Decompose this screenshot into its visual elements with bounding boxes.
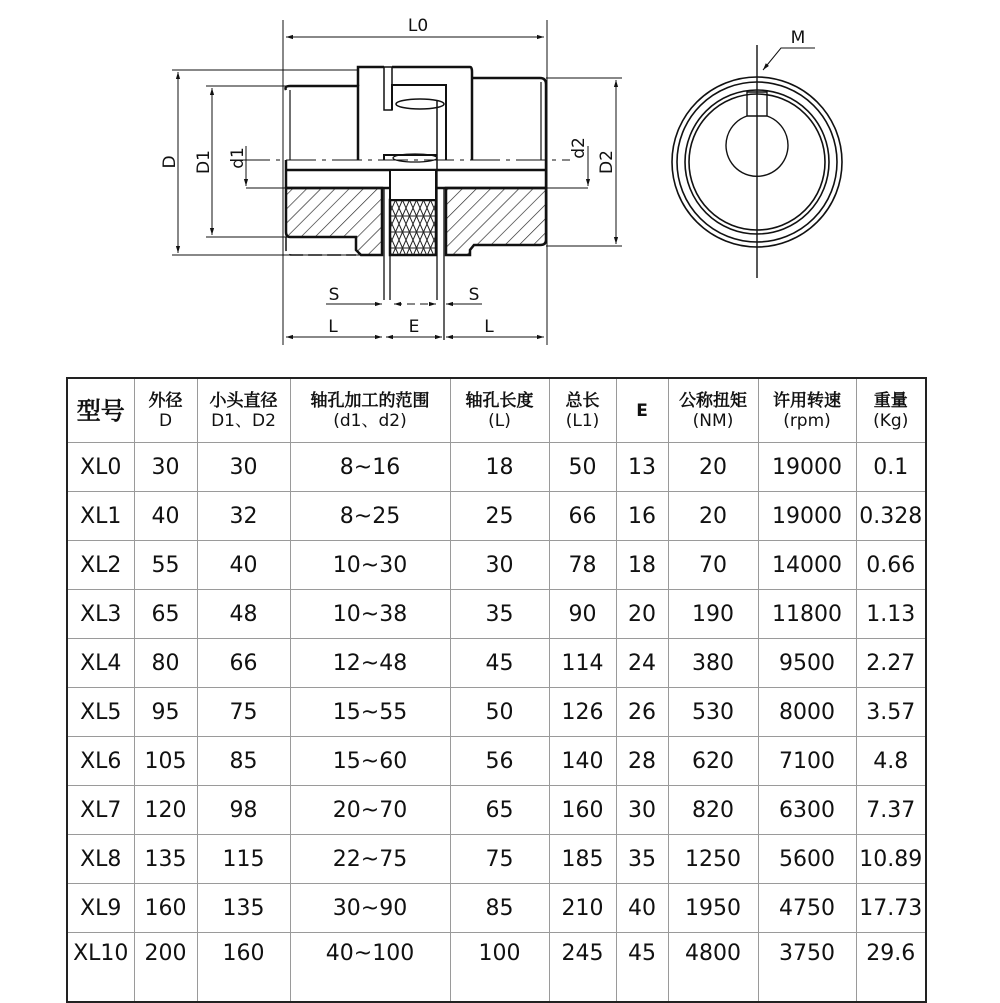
- header-bore-length: 轴孔长度 (L): [450, 378, 549, 443]
- cell-bore-length: 85: [450, 884, 549, 933]
- cell-hub-diameter: 85: [197, 737, 290, 786]
- header-E: E: [616, 378, 668, 443]
- cell-total-length: 210: [549, 884, 616, 933]
- cell-E: 20: [616, 590, 668, 639]
- cell-bore-length: 35: [450, 590, 549, 639]
- cell-nominal-torque: 380: [668, 639, 758, 688]
- header-total-length: 总长 (L1): [549, 378, 616, 443]
- cell-max-speed: 11800: [758, 590, 856, 639]
- cell-bore-range: 15~55: [290, 688, 450, 737]
- table-header-row: [67, 378, 926, 443]
- cell-model: XL2: [67, 541, 134, 590]
- cell-max-speed: 14000: [758, 541, 856, 590]
- cell-outer-diameter: 200: [134, 933, 197, 1003]
- table-row: [67, 933, 926, 1003]
- cell-max-speed: 3750: [758, 933, 856, 1003]
- cell-max-speed: 7100: [758, 737, 856, 786]
- table-row: [67, 639, 926, 688]
- cell-E: 30: [616, 786, 668, 835]
- cell-E: 26: [616, 688, 668, 737]
- cell-outer-diameter: 80: [134, 639, 197, 688]
- cell-outer-diameter: 105: [134, 737, 197, 786]
- header-bore-range: 轴孔加工的范围 (d1、d2): [290, 378, 450, 443]
- cell-nominal-torque: 190: [668, 590, 758, 639]
- dimension-labels: [160, 16, 617, 337]
- cell-bore-length: 45: [450, 639, 549, 688]
- cell-bore-range: 40~100: [290, 933, 450, 1003]
- cell-total-length: 245: [549, 933, 616, 1003]
- header-outer-diameter: 外径 D: [134, 378, 197, 443]
- cell-nominal-torque: 1950: [668, 884, 758, 933]
- cell-total-length: 140: [549, 737, 616, 786]
- cell-max-speed: 8000: [758, 688, 856, 737]
- cell-bore-length: 25: [450, 492, 549, 541]
- cell-nominal-torque: 20: [668, 492, 758, 541]
- header-max-speed: 许用转速 (rpm): [758, 378, 856, 443]
- cell-model: XL3: [67, 590, 134, 639]
- cell-bore-length: 56: [450, 737, 549, 786]
- cell-hub-diameter: 160: [197, 933, 290, 1003]
- coupling-front-view: [672, 28, 842, 278]
- label-S-right: S: [468, 285, 480, 305]
- label-L-right: L: [484, 317, 494, 337]
- label-S-left: S: [328, 285, 340, 305]
- cell-weight: 2.27: [856, 639, 926, 688]
- cell-hub-diameter: 66: [197, 639, 290, 688]
- cell-outer-diameter: 55: [134, 541, 197, 590]
- cell-hub-diameter: 48: [197, 590, 290, 639]
- table-row: [67, 590, 926, 639]
- cell-bore-length: 100: [450, 933, 549, 1003]
- cell-bore-length: 50: [450, 688, 549, 737]
- cell-hub-diameter: 30: [197, 443, 290, 492]
- coupling-spec-table: [66, 377, 927, 1003]
- cell-outer-diameter: 95: [134, 688, 197, 737]
- cell-bore-range: 30~90: [290, 884, 450, 933]
- cell-bore-range: 12~48: [290, 639, 450, 688]
- cell-total-length: 114: [549, 639, 616, 688]
- cell-max-speed: 5600: [758, 835, 856, 884]
- cell-bore-length: 30: [450, 541, 549, 590]
- label-E: E: [408, 317, 420, 337]
- cell-E: 45: [616, 933, 668, 1003]
- cell-nominal-torque: 70: [668, 541, 758, 590]
- cell-bore-length: 65: [450, 786, 549, 835]
- cell-nominal-torque: 4800: [668, 933, 758, 1003]
- cell-outer-diameter: 135: [134, 835, 197, 884]
- cell-E: 13: [616, 443, 668, 492]
- cell-weight: 1.13: [856, 590, 926, 639]
- table-row: [67, 884, 926, 933]
- label-d1: d1: [228, 147, 248, 169]
- table-row: [67, 737, 926, 786]
- cell-E: 16: [616, 492, 668, 541]
- cell-E: 40: [616, 884, 668, 933]
- cell-bore-length: 18: [450, 443, 549, 492]
- cell-outer-diameter: 160: [134, 884, 197, 933]
- cell-total-length: 185: [549, 835, 616, 884]
- cell-outer-diameter: 30: [134, 443, 197, 492]
- cell-model: XL8: [67, 835, 134, 884]
- cell-weight: 0.328: [856, 492, 926, 541]
- cell-model: XL7: [67, 786, 134, 835]
- cell-nominal-torque: 530: [668, 688, 758, 737]
- cell-nominal-torque: 20: [668, 443, 758, 492]
- cell-bore-range: 15~60: [290, 737, 450, 786]
- header-hub-diameter: 小头直径 D1、D2: [197, 378, 290, 443]
- cell-bore-range: 8~16: [290, 443, 450, 492]
- cell-hub-diameter: 98: [197, 786, 290, 835]
- cell-bore-length: 75: [450, 835, 549, 884]
- header-model: 型号: [67, 378, 134, 443]
- cell-weight: 29.6: [856, 933, 926, 1003]
- cell-weight: 10.89: [856, 835, 926, 884]
- label-D2: D2: [597, 150, 617, 174]
- cell-outer-diameter: 40: [134, 492, 197, 541]
- table-row: [67, 492, 926, 541]
- table-row: [67, 688, 926, 737]
- cell-total-length: 50: [549, 443, 616, 492]
- label-L0: L0: [407, 16, 429, 36]
- cell-weight: 4.8: [856, 737, 926, 786]
- table-row: [67, 443, 926, 492]
- cell-model: XL5: [67, 688, 134, 737]
- cell-max-speed: 6300: [758, 786, 856, 835]
- header-weight: 重量 (Kg): [856, 378, 926, 443]
- coupling-technical-drawing: [0, 0, 1000, 360]
- cell-model: XL1: [67, 492, 134, 541]
- cell-model: XL6: [67, 737, 134, 786]
- cell-hub-diameter: 115: [197, 835, 290, 884]
- cell-bore-range: 10~30: [290, 541, 450, 590]
- cell-total-length: 78: [549, 541, 616, 590]
- cell-total-length: 126: [549, 688, 616, 737]
- label-d2: d2: [569, 137, 589, 159]
- table-row: [67, 786, 926, 835]
- cell-outer-diameter: 120: [134, 786, 197, 835]
- cell-max-speed: 4750: [758, 884, 856, 933]
- table-row: [67, 541, 926, 590]
- cell-max-speed: 9500: [758, 639, 856, 688]
- cell-E: 18: [616, 541, 668, 590]
- label-D1: D1: [194, 150, 214, 174]
- header-nominal-torque: 公称扭矩 (NM): [668, 378, 758, 443]
- cell-nominal-torque: 1250: [668, 835, 758, 884]
- cell-hub-diameter: 32: [197, 492, 290, 541]
- cell-weight: 0.1: [856, 443, 926, 492]
- cell-E: 35: [616, 835, 668, 884]
- cell-outer-diameter: 65: [134, 590, 197, 639]
- cell-hub-diameter: 75: [197, 688, 290, 737]
- cell-hub-diameter: 135: [197, 884, 290, 933]
- cell-model: XL10: [67, 933, 134, 1003]
- cell-total-length: 160: [549, 786, 616, 835]
- cell-nominal-torque: 620: [668, 737, 758, 786]
- cell-bore-range: 20~70: [290, 786, 450, 835]
- cell-model: XL4: [67, 639, 134, 688]
- cell-E: 28: [616, 737, 668, 786]
- label-D: D: [160, 155, 180, 169]
- cell-total-length: 66: [549, 492, 616, 541]
- cell-max-speed: 19000: [758, 443, 856, 492]
- cell-hub-diameter: 40: [197, 541, 290, 590]
- cell-bore-range: 10~38: [290, 590, 450, 639]
- cell-bore-range: 22~75: [290, 835, 450, 884]
- cell-bore-range: 8~25: [290, 492, 450, 541]
- cell-max-speed: 19000: [758, 492, 856, 541]
- cell-model: XL9: [67, 884, 134, 933]
- cell-model: XL0: [67, 443, 134, 492]
- cell-nominal-torque: 820: [668, 786, 758, 835]
- cell-E: 24: [616, 639, 668, 688]
- cell-weight: 17.73: [856, 884, 926, 933]
- cell-total-length: 90: [549, 590, 616, 639]
- label-L-left: L: [328, 317, 338, 337]
- cell-weight: 7.37: [856, 786, 926, 835]
- cell-weight: 3.57: [856, 688, 926, 737]
- table-row: [67, 835, 926, 884]
- cell-weight: 0.66: [856, 541, 926, 590]
- label-M: M: [790, 28, 806, 48]
